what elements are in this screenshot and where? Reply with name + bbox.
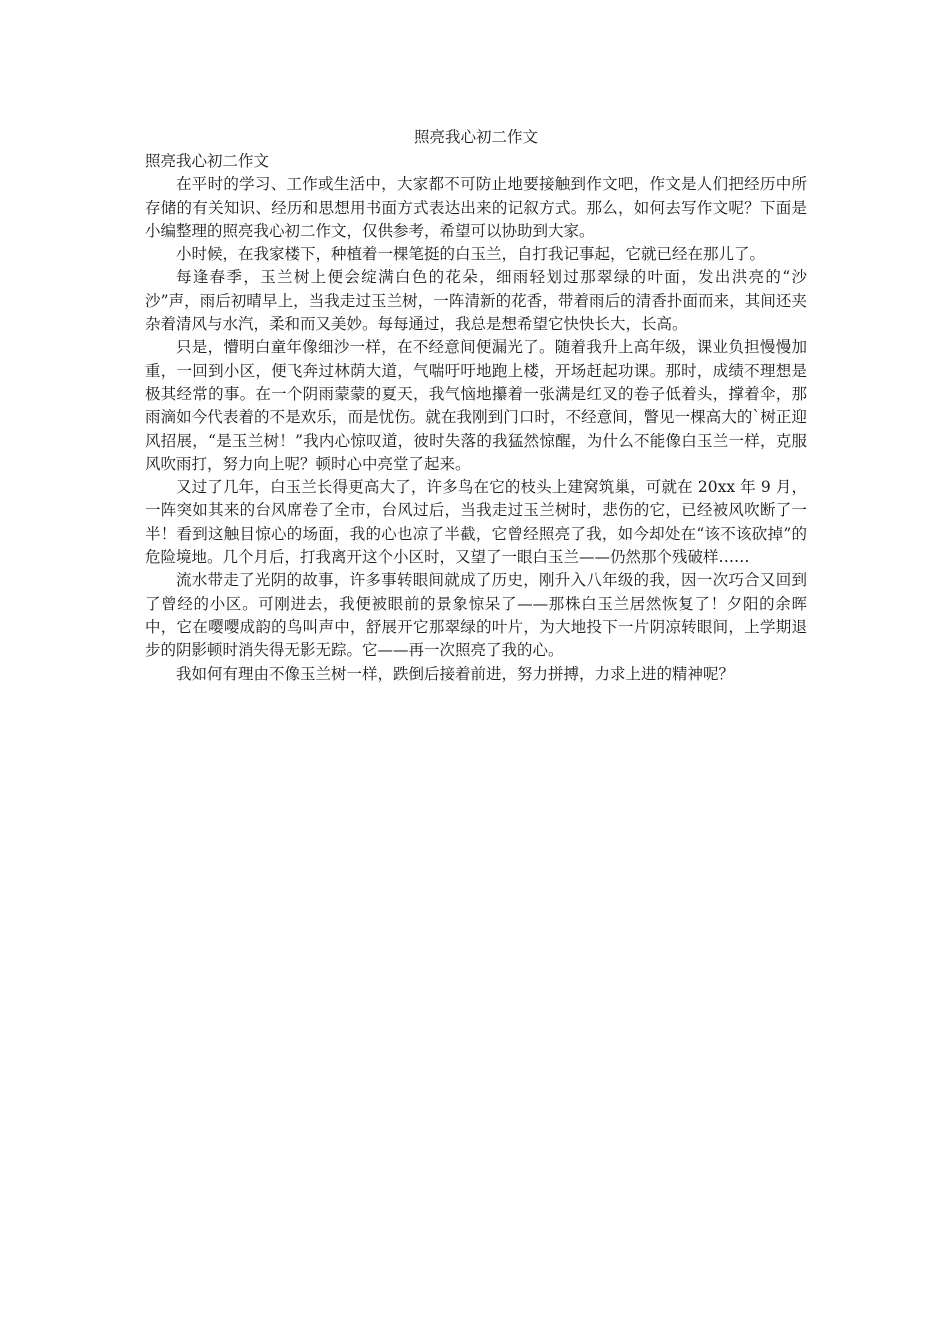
document-body: [145, 124, 807, 686]
document-title: 照亮我心初二作文: [413, 128, 538, 146]
paragraph-return: 流水带走了光阴的故事，许多事转眼间就成了历史，刚升入八年级的我，因一次巧合又回到了曾经的小区。可刚进去，我便被眼前的景象惊呆了——那株白玉兰居然恢复了！夕阳的余晖中，它在嘤嘤成韵的鸟叫声中，舒展开它那翠绿的叶片，为大地投下一片阴凉转眼间，上学期退步的阴影顿时消失得无影无踪。它——再一次照亮了我的心。: [145, 571, 807, 660]
paragraph-intro: 在平时的学习、工作或生活中，大家都不可防止地要接触到作文吧，作文是人们把经历中所存储的有关知识、经历和思想用书面方式表达出来的记叙方式。那么，如何去写作文呢？下面是小编整理的照亮我心初二作文，仅供参考，希望可以协助到大家。: [145, 175, 807, 240]
paragraph-typhoon: 又过了几年，白玉兰长得更高大了，许多鸟在它的枝头上建窝筑巢，可就在 20xx 年 9 月，一阵突如其来的台风席卷了全市，台风过后，当我走过玉兰树时，悲伤的它，已经被风吹断了一半！看到这触目惊心的场面，我的心也凉了半截，它曾经照亮了我，如今却处在“该不该砍掉”的危险境地。几个月后，打我离开这个小区时，又望了一眼白玉兰——仍然那个残破样……: [145, 478, 807, 567]
paragraph-conclusion: 我如何有理由不像玉兰树一样，跌倒后接着前进，努力拼搏，力求上进的精神呢？: [176, 664, 735, 683]
document-subtitle: 照亮我心初二作文: [145, 152, 270, 170]
paragraph-spring: 每逢春季，玉兰树上便会绽满白色的花朵，细雨轻划过那翠绿的叶面，发出洪亮的“沙沙”声，雨后初晴早上，当我走过玉兰树，一阵清新的花香，带着雨后的清香扑面而来，其间还夹杂着清风与水汽，柔和而又美妙。每每通过，我总是想希望它快快长大，长高。: [145, 268, 807, 334]
paragraph-childhood: 小时候，在我家楼下，种植着一棵笔挺的白玉兰，自打我记事起，它就已经在那儿了。: [176, 245, 766, 264]
paragraph-school: 只是，懵明白童年像细沙一样，在不经意间便漏光了。随着我升上高年级，课业负担慢慢加重，一回到小区，便飞奔过林荫大道，气喘吁吁地跑上楼，开场赶起功课。那时，成绩不理想是极其经常的事。在一个阴雨蒙蒙的夏天，我气恼地攥着一张满是红叉的卷子低着头，撑着伞，那雨滴如今代表着的不是欢乐，而是忧伤。就在我刚到门口时，不经意间，瞥见一棵高大的`树正迎风招展，“是玉兰树！”我内心惊叹道，彼时失落的我猛然惊醒，为什么不能像白玉兰一样，克服风吹雨打，努力向上呢？顿时心中亮堂了起来。: [145, 338, 807, 473]
